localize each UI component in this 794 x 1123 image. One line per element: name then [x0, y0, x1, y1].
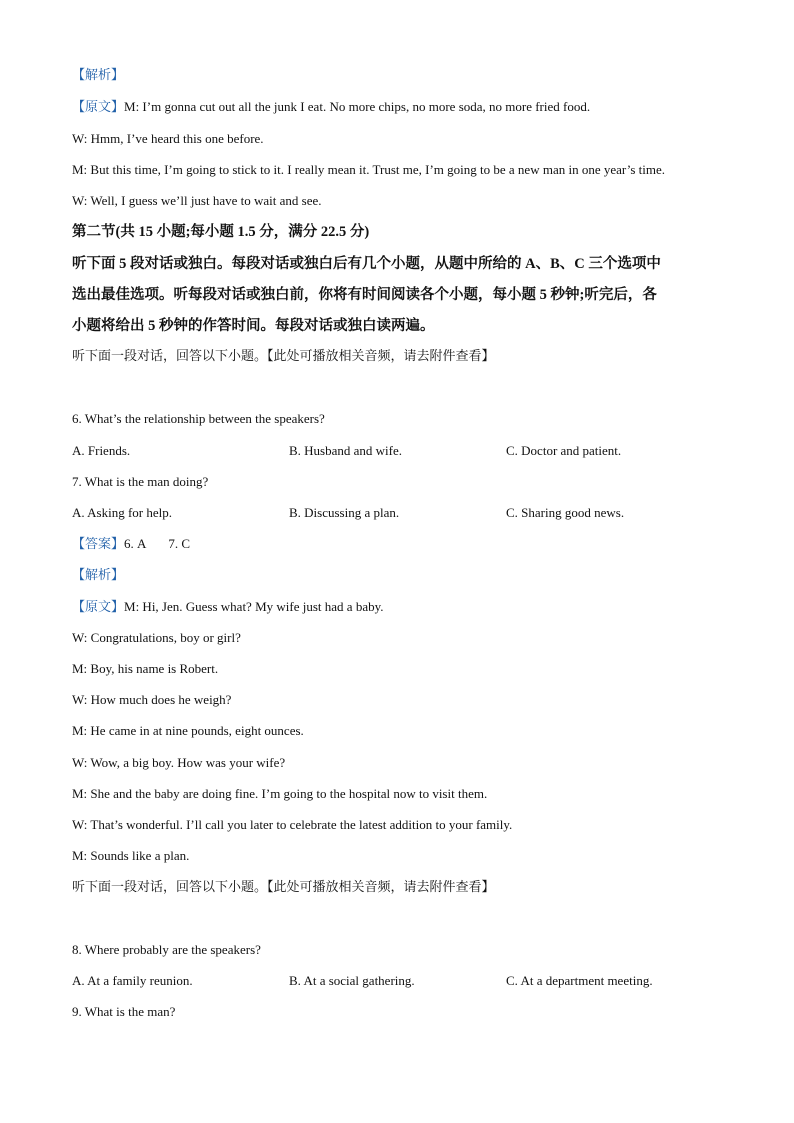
transcript-label: 【原文】	[72, 99, 125, 114]
section-instructions-line: 小题将给出 5 秒钟的作答时间。每段对话或独白读两遍。	[72, 318, 435, 334]
analysis-label-2: 【解析】	[72, 567, 125, 582]
transcript-line: W: Congratulations, boy or girl?	[72, 630, 241, 645]
transcript-line: W: Hmm, I’ve heard this one before.	[72, 131, 264, 146]
transcript-line: W: Well, I guess we’ll just have to wait and see.	[72, 193, 322, 208]
analysis-label-1: 【解析】	[72, 67, 125, 82]
q7-option-b: B. Discussing a plan.	[289, 505, 400, 520]
transcript-line: 【原文】M: I’m gonna cut out all the junk I eat. No more chips, no more soda, no more fried food.	[72, 99, 591, 114]
transcript-line: 【原文】M: Hi, Jen. Guess what? My wife just had a baby.	[72, 599, 384, 614]
q7-option-c: C. Sharing good news.	[506, 505, 625, 520]
question-9-stem: 9. What is the man?	[72, 1004, 176, 1019]
transcript-line: M: But this time, I’m going to stick to it. I really mean it. Trust me, I’m going to be a new man in one year’s time.	[72, 162, 665, 177]
listen-prompt: 听下面一段对话，回答以下小题。【此处可播放相关音频，请去附件查看】	[72, 879, 495, 894]
section-instructions-line: 选出最佳选项。听每段对话或独白前，你将有时间阅读各个小题，每小题 5 秒钟;听完后，各	[72, 287, 657, 303]
answer-7: 7. C	[168, 536, 191, 551]
question-7-stem: 7. What is the man doing?	[72, 474, 209, 489]
q6-option-a: A. Friends.	[72, 443, 131, 458]
q6-option-b: B. Husband and wife.	[289, 443, 403, 458]
q7-option-a: A. Asking for help.	[72, 505, 173, 520]
answer-label: 【答案】	[72, 536, 125, 551]
transcript-line: W: How much does he weigh?	[72, 692, 232, 707]
transcript-line: M: She and the baby are doing fine. I’m going to the hospital now to visit them.	[72, 786, 488, 801]
transcript-line: M: He came in at nine pounds, eight ounces.	[72, 723, 304, 738]
transcript-label: 【原文】	[72, 599, 125, 614]
transcript-line: W: That’s wonderful. I’ll call you later to celebrate the latest addition to your family.	[72, 817, 513, 832]
answer-line	[72, 536, 190, 552]
q6-option-c: C. Doctor and patient.	[506, 443, 622, 458]
question-6-stem: 6. What’s the relationship between the speakers?	[72, 411, 325, 426]
q8-option-a: A. At a family reunion.	[72, 973, 193, 988]
q8-option-b: B. At a social gathering.	[289, 973, 415, 988]
listen-prompt: 听下面一段对话，回答以下小题。【此处可播放相关音频，请去附件查看】	[72, 348, 495, 363]
question-8-stem: 8. Where probably are the speakers?	[72, 942, 261, 957]
section-instructions-line: 听下面 5 段对话或独白。每段对话或独白后有几个小题，从题中所给的 A、B、C 三个选项中	[72, 256, 661, 272]
transcript-line: M: Boy, his name is Robert.	[72, 661, 219, 676]
section-heading: 第二节(共 15 小题;每小题 1.5 分，满分 22.5 分)	[72, 224, 370, 240]
q8-option-c: C. At a department meeting.	[506, 973, 653, 988]
transcript-line: M: Sounds like a plan.	[72, 848, 190, 863]
answer-6: 6. A	[124, 536, 147, 551]
transcript-line: W: Wow, a big boy. How was your wife?	[72, 755, 286, 770]
